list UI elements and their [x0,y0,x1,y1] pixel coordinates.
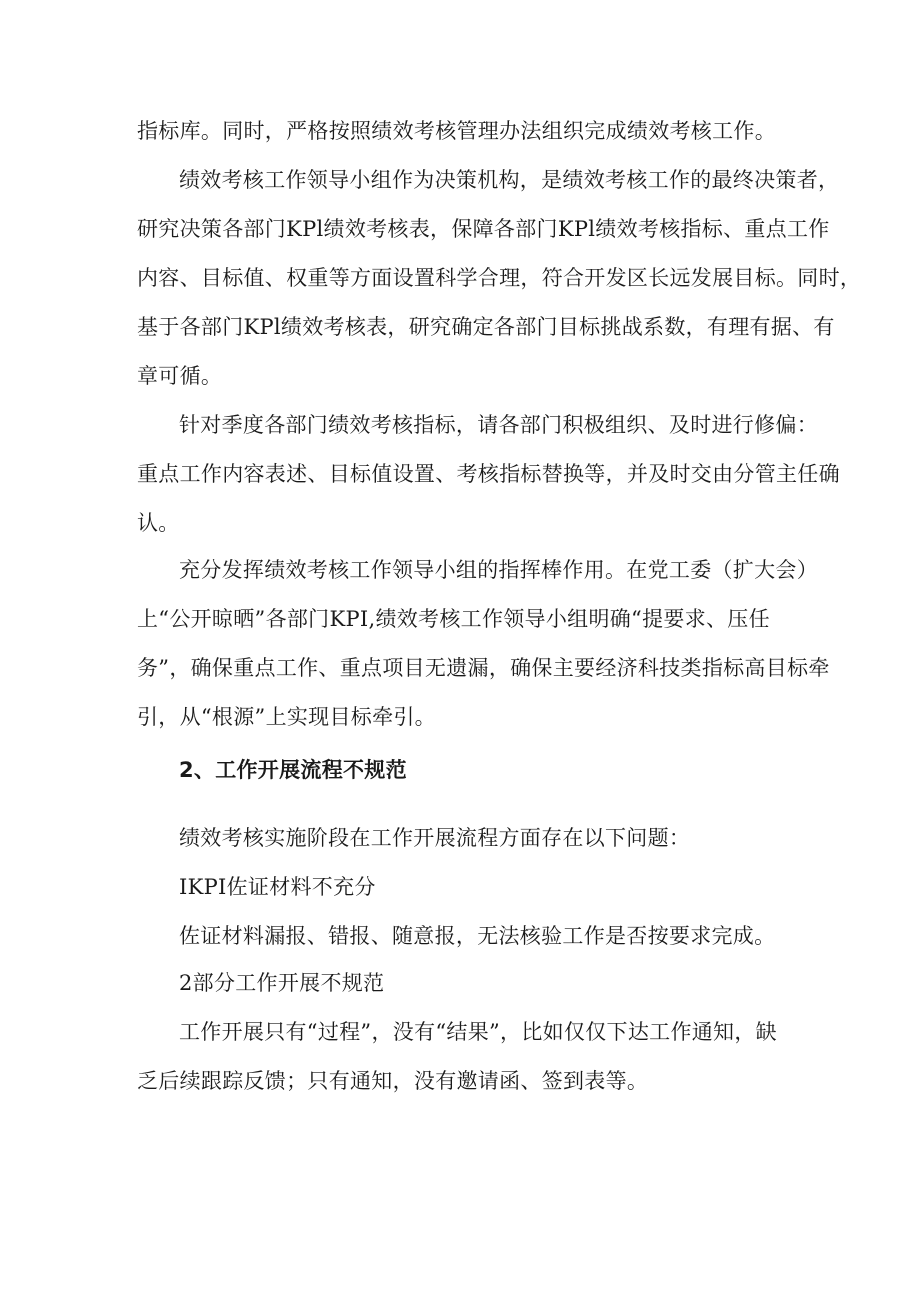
paragraph-start-line: 针对季度各部门绩效考核指标，请各部门积极组织、及时进行修偏： [179,413,818,437]
text-line: 上“公开晾晒”各部门KPI,绩效考核工作领导小组明确“提要求、压任 [137,607,770,631]
text-line: 指标库。同时，严格按照绩效考核管理办法组织完成绩效考核工作。 [137,119,776,143]
text-line: 内容、目标值、权重等方面设置科学合理，符合开发区长远发展目标。同时， [137,266,862,290]
paragraph-start-line: 绩效考核工作领导小组作为决策机构，是绩效考核工作的最终决策者， [179,168,840,192]
subheading-line: 2部分工作开展不规范 [179,971,385,995]
paragraph-start-line: 佐证材料漏报、错报、随意报，无法核验工作是否按要求完成。 [179,924,776,948]
text-line: 重点工作内容表述、目标值设置、考核指标替换等，并及时交由分管主任确 [137,462,840,486]
paragraph-start-line: 绩效考核实施阶段在工作开展流程方面存在以下问题： [179,826,691,850]
text-line: 研究决策各部门KPl绩效考核表，保障各部门KPl绩效考核指标、重点工作 [137,217,830,241]
text-line: 章可循。 [137,364,223,388]
text-line: 乏后续跟踪反馈；只有通知，没有邀请函、签到表等。 [137,1069,649,1093]
text-line: 引，从“根源”上实现目标牵引。 [137,705,436,729]
text-line: 认。 [137,511,180,535]
paragraph-start-line: 充分发挥绩效考核工作领导小组的指挥棒作用。在党工委（扩大会） [179,558,818,582]
paragraph-start-line: 工作开展只有“过程”，没有“结果”，比如仅仅下达工作通知，缺 [179,1020,777,1044]
text-line: 务”，确保重点工作、重点项目无遗漏，确保主要经济科技类指标高目标牵 [137,656,830,680]
subheading-line: IKPI佐证材料不充分 [179,875,376,899]
section-heading: 2、工作开展流程不规范 [179,758,407,782]
text-line: 基于各部门KPl绩效考核表，研究确定各部门目标挑战系数，有理有据、有 [137,315,835,339]
